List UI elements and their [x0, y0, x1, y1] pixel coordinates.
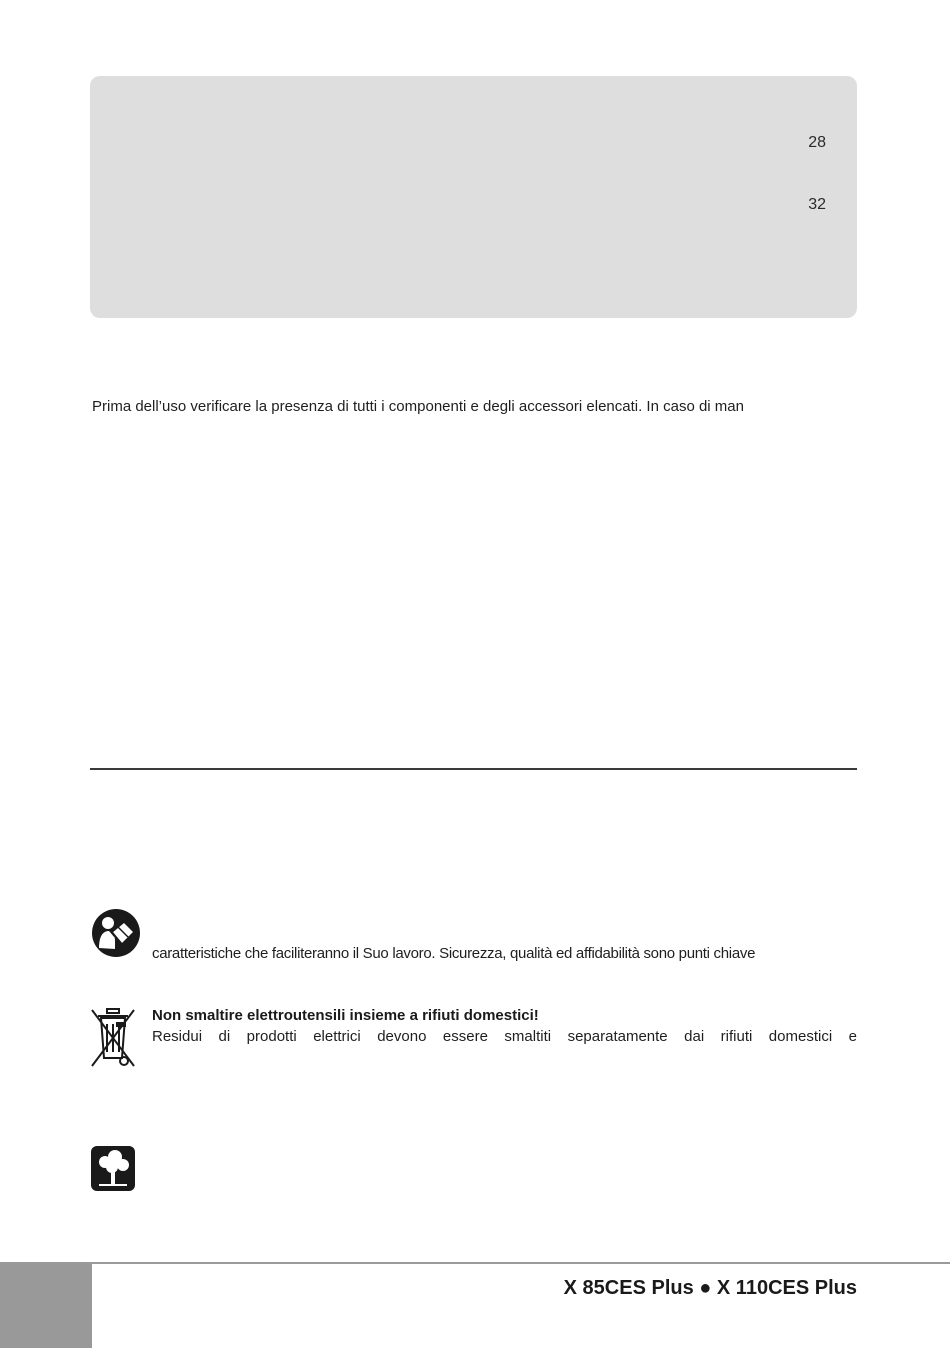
toc-page-number: 28	[808, 134, 826, 151]
footer-divider	[0, 1262, 950, 1264]
read-manual-icon	[91, 908, 141, 958]
section-divider	[90, 768, 857, 770]
footer-model-title: X 85CES Plus ● X 110CES Plus	[563, 1277, 857, 1299]
footer-page-tab	[0, 1263, 92, 1348]
disposal-note-title: Non smaltire elettroutensili insieme a rifiuti domestici!	[152, 1007, 539, 1024]
crossed-out-wheelie-bin-icon	[90, 1008, 136, 1068]
environment-tree-icon	[91, 1146, 135, 1191]
manual-note-text: caratteristiche che faciliteranno il Suo lavoro. Sicurezza, qualità ed affidabilità sono punti chiave	[152, 945, 756, 962]
intro-paragraph: Prima dell’uso verificare la presenza di tutti i componenti e degli accessori elencati. In caso di man	[92, 398, 744, 415]
disposal-note-text: Residui di prodotti elettrici devono essere smaltiti separatamente dai rifiuti domestici e	[152, 1028, 857, 1045]
table-of-contents-box	[90, 76, 857, 318]
toc-page-number: 32	[808, 196, 826, 213]
